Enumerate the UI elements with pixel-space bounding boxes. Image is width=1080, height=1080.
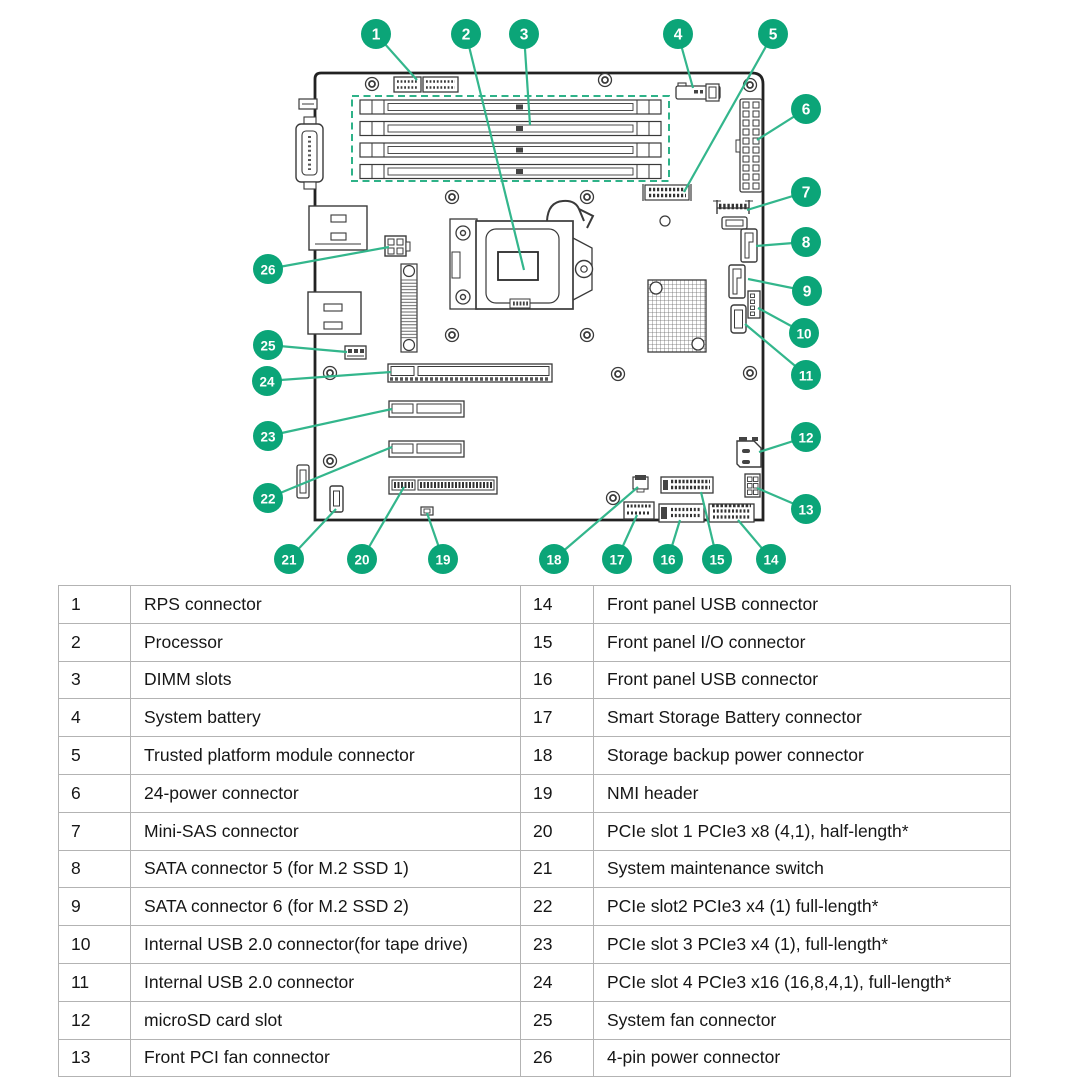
callout-10 — [789, 318, 819, 348]
legend-number: 20 — [521, 812, 594, 850]
pcie-slot1-x8 — [389, 477, 497, 494]
sata-connector-6 — [729, 265, 745, 298]
legend-label: Processor — [131, 623, 521, 661]
callout-number: 20 — [354, 552, 370, 568]
legend-row — [59, 926, 1011, 964]
legend-row — [59, 661, 1011, 699]
callout-22 — [253, 483, 283, 513]
callout-number: 7 — [801, 184, 811, 202]
callout-19 — [428, 544, 458, 574]
legend-label: System battery — [131, 699, 521, 737]
pcie-slot2-x4 — [389, 441, 464, 457]
legend-label: NMI header — [594, 774, 1011, 812]
legend-label: Internal USB 2.0 connector — [131, 963, 521, 1001]
front-panel-usb-connector-14 — [709, 504, 754, 522]
legend-label: System maintenance switch — [594, 850, 1011, 888]
legend-number: 11 — [59, 963, 131, 1001]
callout-2 — [451, 19, 481, 49]
legend-number: 1 — [59, 586, 131, 624]
callout-12 — [791, 422, 821, 452]
legend-row — [59, 850, 1011, 888]
legend-number: 14 — [521, 586, 594, 624]
legend-number: 3 — [59, 661, 131, 699]
internal-usb-tape — [748, 291, 760, 318]
legend-number: 19 — [521, 774, 594, 812]
callout-number: 24 — [259, 374, 275, 390]
legend-number: 6 — [59, 774, 131, 812]
legend-number: 18 — [521, 737, 594, 775]
callout-number: 19 — [435, 552, 451, 568]
callout-16 — [653, 544, 683, 574]
callout-3 — [509, 19, 539, 49]
legend-label: 4-pin power connector — [594, 1039, 1011, 1077]
maintenance-switch — [330, 486, 343, 512]
dimm-slot — [360, 122, 661, 136]
internal-usb — [731, 305, 746, 333]
legend-row — [59, 774, 1011, 812]
callout-14 — [756, 544, 786, 574]
front-pci-fan-connector — [745, 474, 760, 497]
dimm-slot — [360, 143, 661, 157]
lan-usb-block-1 — [309, 206, 367, 250]
legend-label: System fan connector — [594, 1001, 1011, 1039]
legend-row — [59, 1039, 1011, 1077]
callout-1 — [361, 19, 391, 49]
legend-label: Storage backup power connector — [594, 737, 1011, 775]
callout-number: 9 — [802, 283, 812, 301]
callout-20 — [347, 544, 377, 574]
callout-21 — [274, 544, 304, 574]
legend-table — [58, 585, 1011, 1077]
callout-number: 3 — [519, 26, 529, 44]
callout-number: 4 — [673, 26, 683, 44]
legend-number: 21 — [521, 850, 594, 888]
callout-number: 17 — [609, 552, 625, 568]
legend-number: 17 — [521, 699, 594, 737]
legend-label: SATA connector 6 (for M.2 SSD 2) — [131, 888, 521, 926]
callout-number: 23 — [260, 429, 276, 445]
callout-23 — [253, 421, 283, 451]
smart-storage-battery-connector — [624, 502, 654, 519]
pcie-slot3-x4 — [389, 401, 464, 417]
legend-label: Front panel I/O connector — [594, 623, 1011, 661]
legend-row — [59, 699, 1011, 737]
legend-row — [59, 888, 1011, 926]
legend-number: 7 — [59, 812, 131, 850]
legend-label: microSD card slot — [131, 1001, 521, 1039]
callout-4 — [663, 19, 693, 49]
callout-8 — [791, 227, 821, 257]
legend-number: 5 — [59, 737, 131, 775]
callout-number: 16 — [660, 552, 676, 568]
legend-number: 26 — [521, 1039, 594, 1077]
callout-number: 1 — [371, 26, 381, 44]
callout-number: 22 — [260, 491, 276, 507]
legend-number: 12 — [59, 1001, 131, 1039]
callout-number: 14 — [763, 552, 779, 568]
24-power-connector — [736, 99, 762, 192]
legend-label: PCIe slot2 PCIe3 x4 (1) full-length* — [594, 888, 1011, 926]
legend-number: 23 — [521, 926, 594, 964]
vrm-heatsink — [401, 264, 417, 352]
callout-17 — [602, 544, 632, 574]
callout-5 — [758, 19, 788, 49]
system-battery — [676, 83, 720, 101]
callout-number: 6 — [801, 101, 811, 119]
legend-row — [59, 623, 1011, 661]
callout-number: 18 — [546, 552, 562, 568]
legend-label: Internal USB 2.0 connector(for tape drive) — [131, 926, 521, 964]
legend-number: 13 — [59, 1039, 131, 1077]
dimm-slot — [360, 165, 661, 179]
legend-label: Front PCI fan connector — [131, 1039, 521, 1077]
legend-number: 8 — [59, 850, 131, 888]
legend-body — [59, 586, 1011, 1077]
tpm-connector — [643, 184, 691, 201]
callout-15 — [702, 544, 732, 574]
legend-row — [59, 586, 1011, 624]
callout-number: 2 — [461, 26, 471, 44]
legend-label: Front panel USB connector — [594, 661, 1011, 699]
legend-number: 22 — [521, 888, 594, 926]
legend-number: 16 — [521, 661, 594, 699]
callout-11 — [791, 360, 821, 390]
legend-label: PCIe slot 4 PCIe3 x16 (16,8,4,1), full-length* — [594, 963, 1011, 1001]
legend-label: Smart Storage Battery connector — [594, 699, 1011, 737]
callout-13 — [791, 494, 821, 524]
legend-label: PCIe slot 1 PCIe3 x8 (4,1), half-length* — [594, 812, 1011, 850]
processor-die — [498, 252, 538, 280]
sata-connector-5 — [741, 229, 757, 262]
callout-9 — [792, 276, 822, 306]
legend-label: Front panel USB connector — [594, 586, 1011, 624]
rps-connector — [394, 77, 458, 92]
legend-label: PCIe slot 3 PCIe3 x4 (1), full-length* — [594, 926, 1011, 964]
legend-number: 9 — [59, 888, 131, 926]
legend-number: 25 — [521, 1001, 594, 1039]
callout-number: 10 — [796, 326, 812, 342]
legend-number: 15 — [521, 623, 594, 661]
callout-number: 25 — [260, 338, 276, 354]
legend-row — [59, 963, 1011, 1001]
callout-number: 26 — [260, 262, 276, 278]
legend-row — [59, 1001, 1011, 1039]
callout-number: 11 — [798, 368, 814, 384]
legend-number: 2 — [59, 623, 131, 661]
callout-18 — [539, 544, 569, 574]
callout-24 — [252, 366, 282, 396]
legend-label: 24-power connector — [131, 774, 521, 812]
callout-number: 8 — [801, 234, 811, 252]
legend-number: 24 — [521, 963, 594, 1001]
chipset-heatsink — [648, 280, 706, 352]
system-fan-connector — [345, 346, 366, 359]
pcie-slot4-x16 — [388, 364, 552, 382]
legend-number: 4 — [59, 699, 131, 737]
vga-port — [296, 117, 323, 189]
legend-row — [59, 737, 1011, 775]
plain-hole — [660, 216, 670, 226]
callout-26 — [253, 254, 283, 284]
dimm-slot — [360, 100, 661, 114]
callout-number: 13 — [798, 502, 814, 518]
callout-number: 12 — [798, 430, 814, 446]
legend-label: Mini-SAS connector — [131, 812, 521, 850]
legend-row — [59, 812, 1011, 850]
legend-label: Trusted platform module connector — [131, 737, 521, 775]
front-panel-io-connector — [661, 477, 713, 493]
legend-label: RPS connector — [131, 586, 521, 624]
legend-label: SATA connector 5 (for M.2 SSD 1) — [131, 850, 521, 888]
callout-6 — [791, 94, 821, 124]
callout-number: 21 — [281, 552, 297, 568]
legend-label: DIMM slots — [131, 661, 521, 699]
callout-25 — [253, 330, 283, 360]
callout-number: 5 — [768, 26, 778, 44]
front-panel-usb-connector-16 — [659, 504, 704, 522]
callout-7 — [791, 177, 821, 207]
callout-number: 15 — [709, 552, 725, 568]
legend-number: 10 — [59, 926, 131, 964]
lan-usb-block-2 — [308, 292, 361, 334]
